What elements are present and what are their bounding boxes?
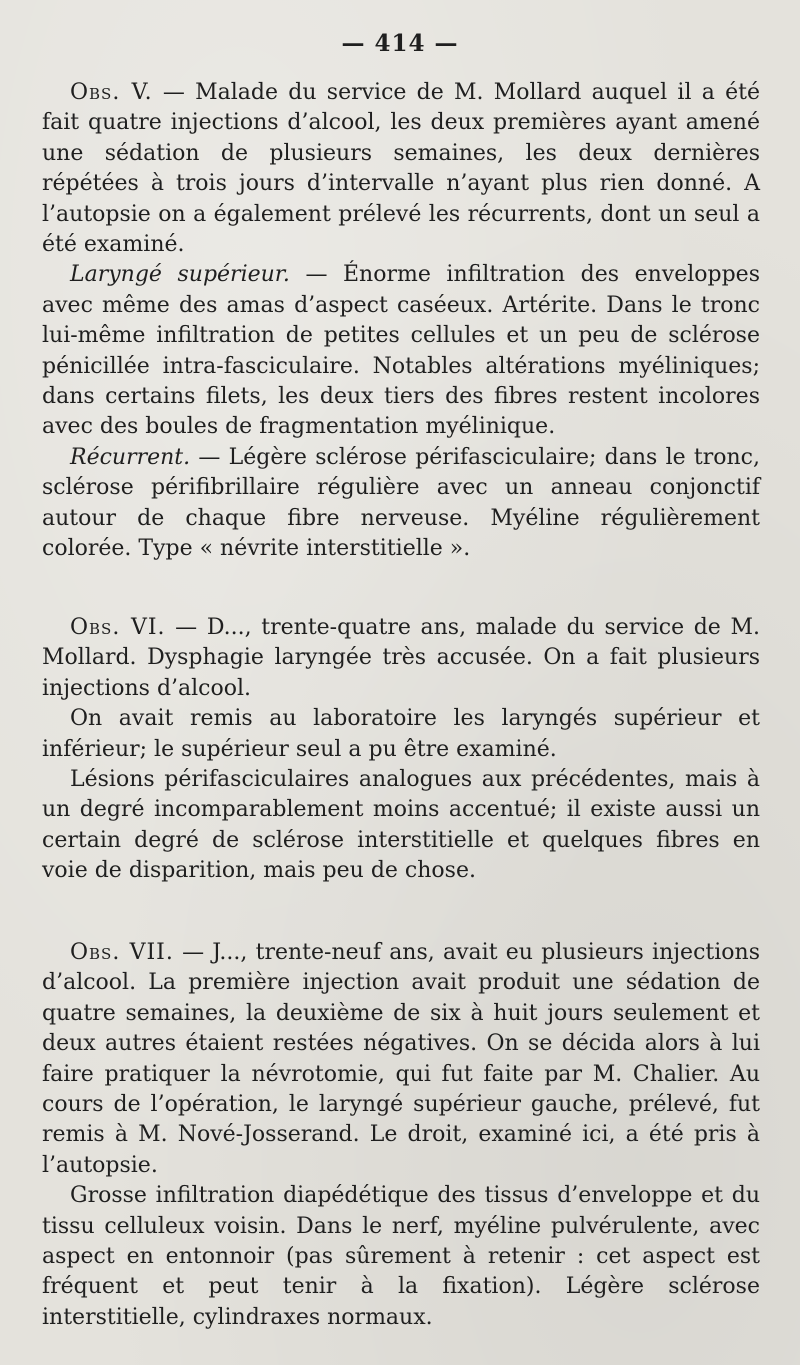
obs6-paragraph-3: Lésions périfasciculaires analogues aux précédentes, mais à un degré incomparablement moins accentué; il existe aussi un certain degré de sclérose interstitielle et quelques fibres en voie de disparition, mais peu de chose.	[42, 767, 760, 884]
observation-6	[42, 613, 760, 887]
obs7-heading: Obs. VII.	[70, 940, 174, 965]
page-number: — 414 —	[341, 30, 459, 57]
obs5-laryngeal-text: — Énorme infiltration des enveloppes avec même des amas d’aspect caséeux. Artérite. Dans le tronc lui-même infiltration de petites cellules et un peu de sclérose pénicillée intra-fasciculaire. Notables altérations myéliniques; dans certains filets, les deux tiers des fibres restent incolores avec des boules de fragmentation myélinique.	[42, 262, 760, 440]
obs7-intro-text: — J..., trente-neuf ans, avait eu plusieurs injections d’alcool. La première injection avait produit une sédation de quatre semaines, la deuxième de six à huit jours seulement et deux autres étaient restées négatives. On se décida alors à lui faire pratiquer la névrotomie, qui fut faite par M. Chalier. Au cours de l’opération, le laryngé supérieur gauche, prélevé, fut remis à M. Nové-Josserand. Le droit, examiné ici, a été pris à l’autopsie.	[42, 940, 760, 1178]
obs5-heading: Obs. V.	[70, 80, 153, 105]
obs5-intro-text: — Malade du service de M. Mollard auquel il a été fait quatre injections d’alcool, les deux premières ayant amené une sédation de plusieurs semaines, les deux dernières répétées à trois jours d’intervalle n’ayant plus rien donné. A l’autopsie on a également prélevé les récurrents, dont un seul a été examiné.	[42, 80, 760, 258]
obs5-recurrent-label: Récurrent.	[70, 444, 191, 470]
obs5-recurrent-paragraph	[42, 443, 760, 565]
obs6-paragraph-2: On avait remis au laboratoire les laryngés supérieur et inférieur; le supérieur seul a pu être examiné.	[42, 706, 760, 762]
obs5-intro-paragraph	[42, 78, 760, 260]
obs7-intro-paragraph	[42, 938, 760, 1181]
observation-7	[42, 938, 760, 1333]
obs5-recurrent-text: — Légère sclérose périfasciculaire; dans le tronc, sclérose périfibrillaire régulière avec un anneau conjonctif autour de chaque fibre nerveuse. Myéline régulièrement colorée. Type « névrite interstitielle ».	[42, 444, 760, 562]
obs5-laryngeal-label: Laryngé supérieur.	[70, 262, 290, 288]
observation-5	[42, 78, 760, 565]
obs7-paragraph-2: Grosse infiltration diapédétique des tissus d’enveloppe et du tissu celluleux voisin. Dans le nerf, myéline pulvérulente, avec aspect en entonnoir (pas sûrement à retenir : cet aspect est fréquent et peut tenir à la fixation). Légère sclérose interstitielle, cylindraxes normaux.	[42, 1183, 760, 1330]
obs6-intro-text: — D..., trente-quatre ans, malade du service de M. Mollard. Dysphagie laryngée très accusée. On a fait plusieurs injections d’alcool.	[42, 615, 760, 701]
obs5-laryngeal-paragraph	[42, 260, 760, 442]
obs6-heading: Obs. VI.	[70, 615, 166, 640]
obs6-intro-paragraph	[42, 613, 760, 704]
